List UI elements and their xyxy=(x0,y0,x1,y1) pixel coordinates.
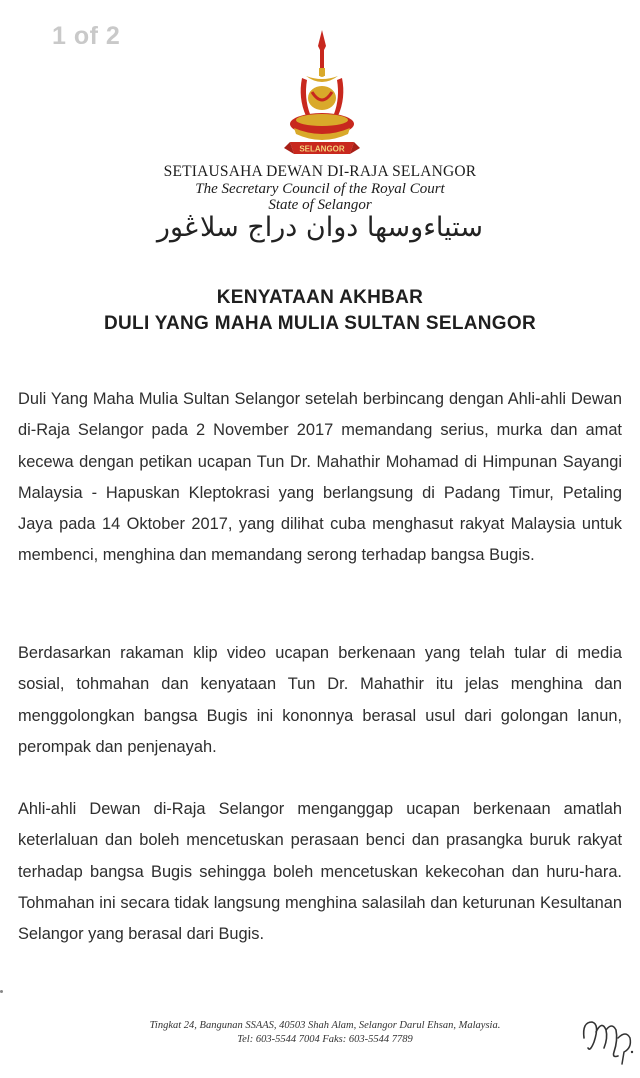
royal-crest-icon xyxy=(272,28,372,160)
page-counter: 1 of 2 xyxy=(52,22,121,50)
body-paragraph-1: Duli Yang Maha Mulia Sultan Selangor setelah berbincang dengan Ahli-ahli Dewan di-Raja Selangor pada 2 November 2017 memandang serius, murka dan amat kecewa dengan petikan ucapan Tun Dr. Mahathir Mohamad di Himpunan Sayangi Malaysia - Hapuskan Kleptokrasi yang berlangsung di Padang Timur, Petaling Jaya pada 14 Oktober 2017, yang dilihat cuba menghasut rakyat Malaysia untuk membenci, menghina dan memandang serong terhadap bangsa Bugis. xyxy=(18,390,622,565)
body-paragraph-3: Ahli-ahli Dewan di-Raja Selangor menganggap ucapan berkenaan amatlah keterlaluan dan boleh mencetuskan perasaan benci dan prasangka buruk rakyat terhadap bangsa Bugis sehingga boleh mencetuskan kekecohan dan huru-hara. Tohmahan ini secara tidak langsung menghina salasilah dan keturunan Kesultanan Selangor yang berasal dari Bugis. xyxy=(18,800,622,944)
press-release-title: KENYATAAN AKHBAR xyxy=(216,287,424,308)
organization-name: SETIAUSAHA DEWAN DI-RAJA SELANGOR xyxy=(163,163,477,180)
footer-address: Tingkat 24, Bangunan SSAAS, 40503 Shah Alam, Selangor Darul Ehsan, Malaysia. xyxy=(149,1020,501,1031)
crest-ribbon-text: SELANGOR xyxy=(299,144,345,154)
organization-english-line-2: State of Selangor xyxy=(268,197,372,213)
body-paragraph-2: Berdasarkan rakaman klip video ucapan berkenaan yang telah tular di media sosial, tohmahan dan kenyataan Tun Dr. Mahathir itu jelas menghina dan menggolongkan bangsa Bugis ini kononnya berasal usul dari golongan lanun, perompak dan penjenayah. xyxy=(18,644,622,756)
footer-contact: Tel: 603-5544 7004 Faks: 603-5544 7789 xyxy=(237,1034,413,1045)
signature-initials-icon xyxy=(578,1008,638,1066)
scan-speck xyxy=(0,990,3,993)
organization-english-line-1: The Secretary Council of the Royal Court xyxy=(195,181,445,197)
press-release-subtitle: DULI YANG MAHA MULIA SULTAN SELANGOR xyxy=(104,313,536,334)
jawi-calligraphy: ستياءوسها دوان دراج سلاڠور xyxy=(156,212,484,243)
